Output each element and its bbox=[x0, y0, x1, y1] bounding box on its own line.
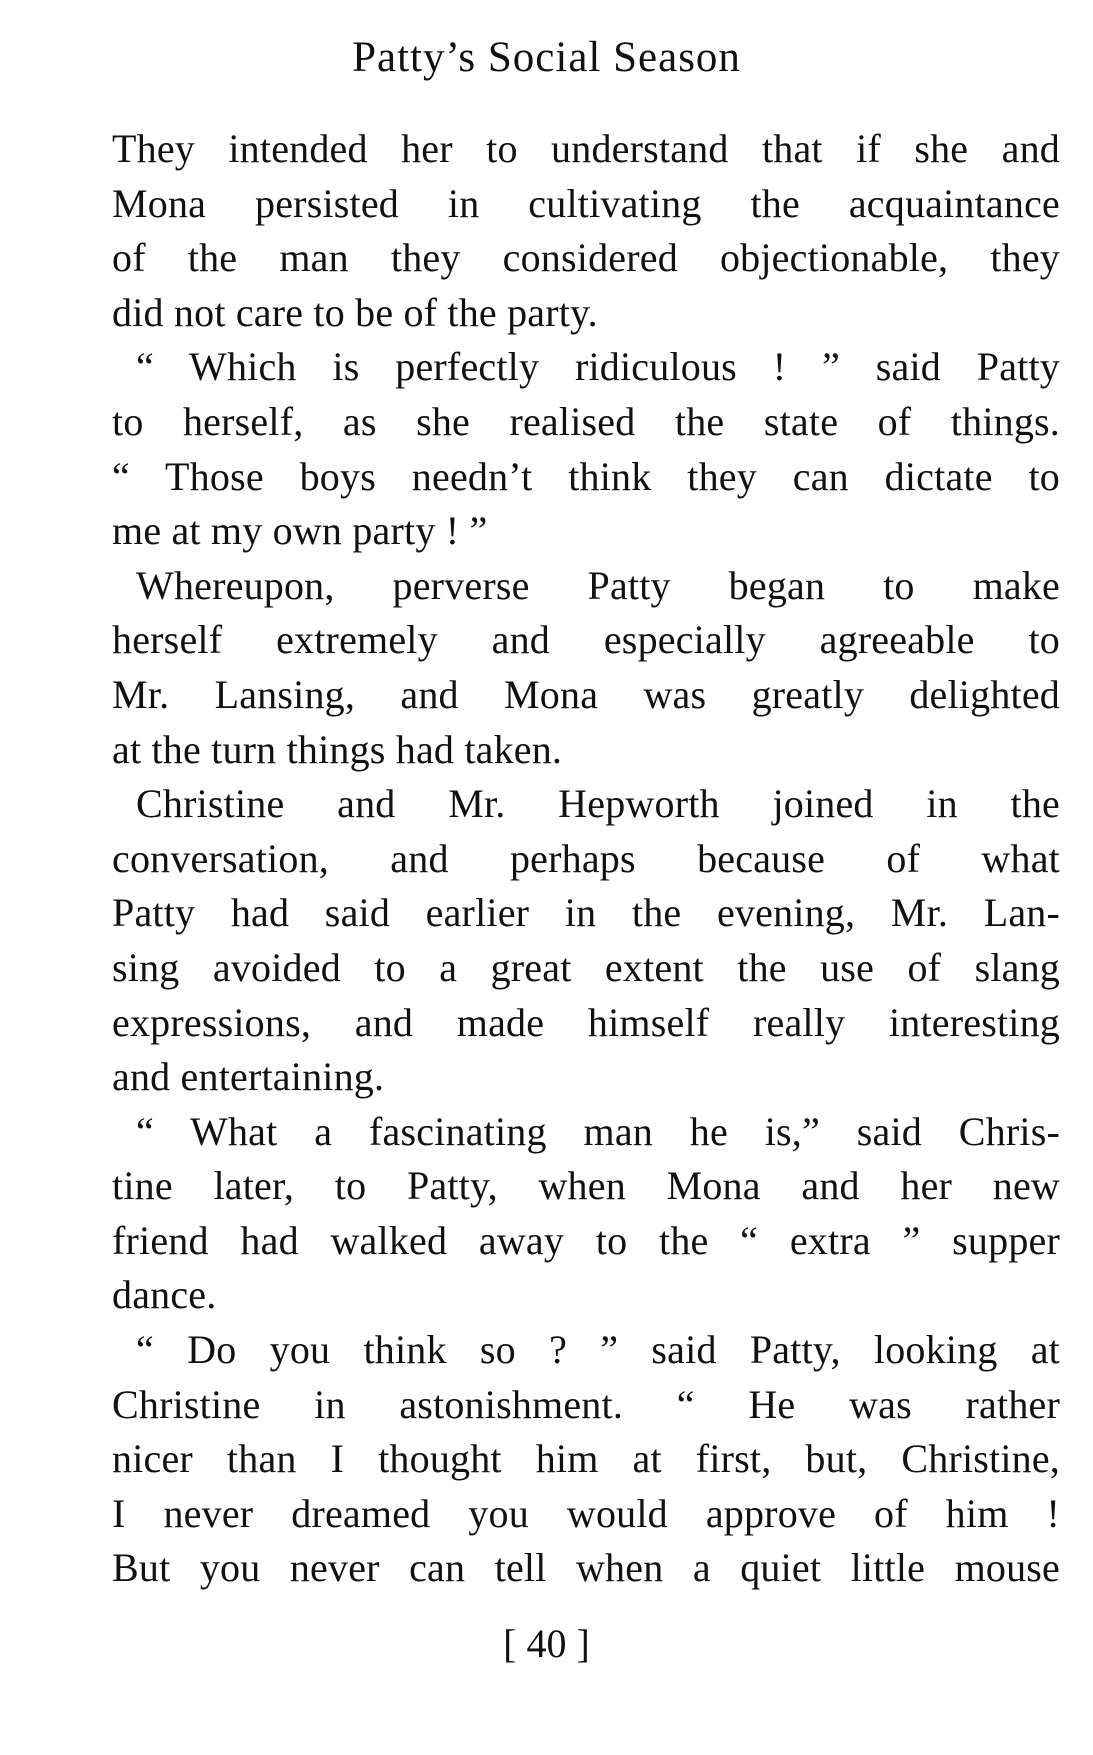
text-line: They intended her to understand that if she and bbox=[112, 126, 1060, 171]
text-line: Whereupon, perverse Patty began to make bbox=[136, 562, 1060, 608]
text-line: friend had walked away to the “ extra ” supper bbox=[112, 1217, 1060, 1263]
text-line: dance. bbox=[112, 1272, 217, 1318]
text-line: “ Do you think so ? ” said Patty, looking at bbox=[136, 1327, 1060, 1373]
text-line: tine later, to Patty, when Mona and her new bbox=[112, 1163, 1060, 1209]
text-line: sing avoided to a great extent the use of slang bbox=[112, 944, 1060, 990]
text-line: Patty had said earlier in the evening, Mr. Lan- bbox=[112, 890, 1060, 936]
body-text bbox=[112, 122, 1060, 1596]
text-line: “ Those boys needn’t think they can dictate to bbox=[112, 453, 1060, 499]
text-line: I never dreamed you would approve of him ! bbox=[112, 1490, 1060, 1536]
text-line: Mr. Lansing, and Mona was greatly delighted bbox=[112, 671, 1060, 717]
text-line: “ Which is perfectly ridiculous ! ” said Patty bbox=[136, 344, 1060, 390]
text-line: nicer than I thought him at first, but, Christine, bbox=[112, 1436, 1060, 1482]
page-number: [ 40 ] bbox=[503, 1621, 590, 1666]
text-line: “ What a fascinating man he is,” said Chris- bbox=[136, 1108, 1060, 1154]
text-line: to herself, as she realised the state of things. bbox=[112, 398, 1060, 444]
text-line: expressions, and made himself really interesting bbox=[112, 999, 1060, 1045]
text-line: Mona persisted in cultivating the acquaintance bbox=[112, 180, 1060, 226]
running-head: Patty’s Social Season bbox=[352, 34, 741, 81]
text-line: Christine and Mr. Hepworth joined in the bbox=[136, 781, 1060, 827]
text-line: and entertaining. bbox=[112, 1054, 385, 1100]
text-line: conversation, and perhaps because of what bbox=[112, 835, 1060, 881]
text-line: me at my own party ! ” bbox=[112, 508, 488, 554]
text-line: did not care to be of the party. bbox=[112, 289, 598, 335]
text-line: of the man they considered objectionable, they bbox=[112, 235, 1060, 281]
text-line: herself extremely and especially agreeable to bbox=[112, 617, 1060, 663]
text-line: But you never can tell when a quiet little mouse bbox=[112, 1545, 1060, 1591]
text-line: Christine in astonishment. “ He was rather bbox=[112, 1381, 1060, 1427]
text-line: at the turn things had taken. bbox=[112, 726, 563, 772]
